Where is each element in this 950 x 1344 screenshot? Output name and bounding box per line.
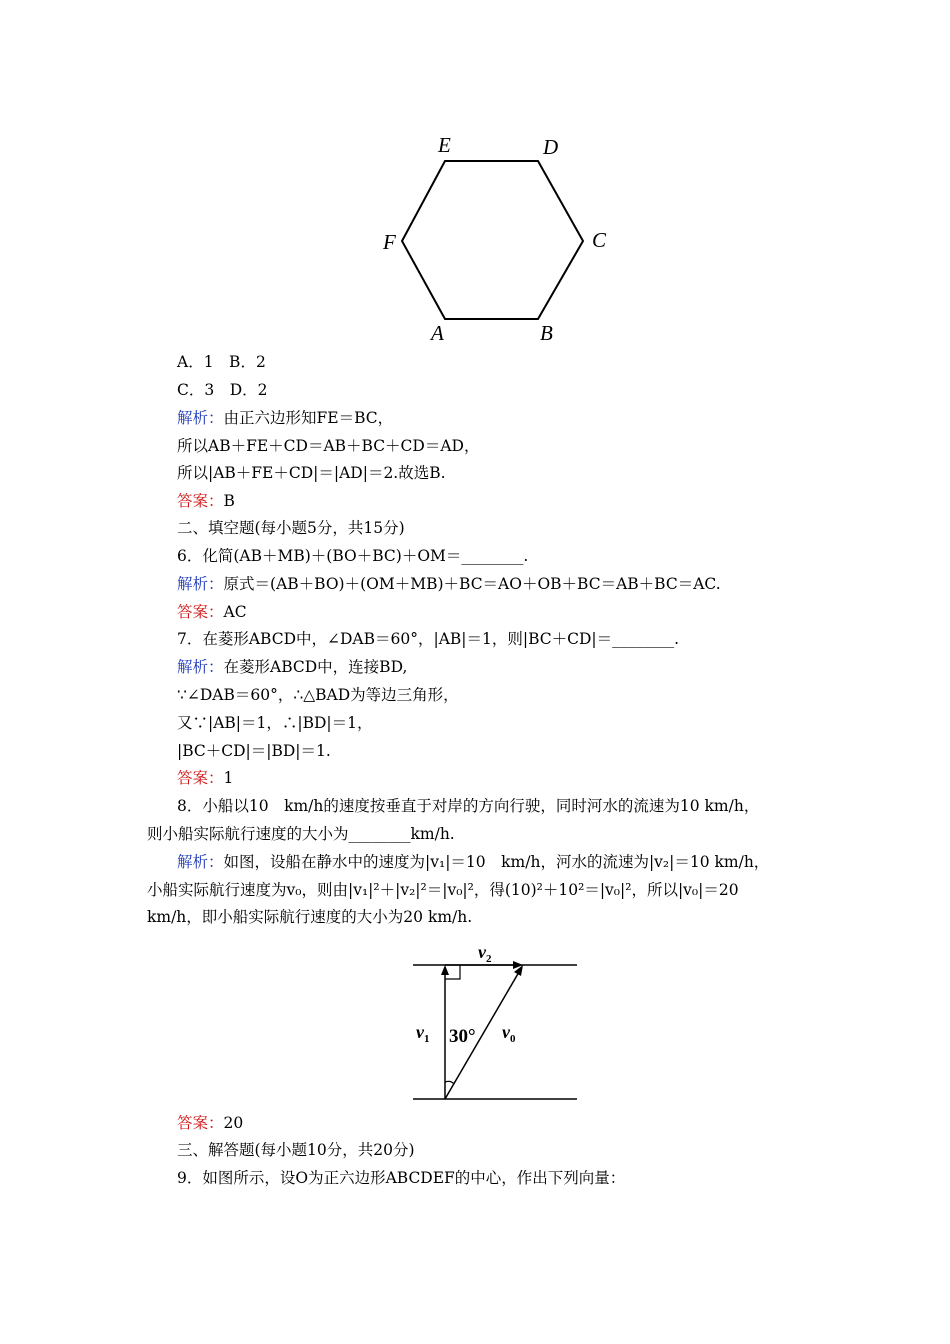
answer-label: 答案：: [177, 603, 224, 621]
angle-arc: [445, 1081, 454, 1084]
q5-options-2: C．3 D．2: [177, 381, 268, 399]
q7-analysis-text-1: 在菱形ABCD中，连接BD,: [223, 658, 408, 676]
q9-question: 9．如图所示，设O为正六边形ABCDEF的中心，作出下列向量：: [177, 1169, 626, 1187]
q6-question: 6．化简(AB＋MB)＋(BO＋BC)＋OM＝________.: [177, 547, 529, 565]
q7-analysis-line-4: |BC＋CD|＝|BD|＝1.: [177, 742, 331, 760]
vertex-label-d: D: [543, 135, 559, 159]
velocity-figure: [405, 940, 585, 1105]
analysis-label: 解析：: [177, 575, 224, 593]
q5-options-1: A．1 B．2: [177, 353, 266, 371]
answer-label: 答案：: [177, 769, 224, 787]
q5-answer: [177, 491, 235, 511]
analysis-label: 解析：: [177, 853, 224, 871]
q6-analysis: [177, 574, 721, 594]
v1-label: $v_1$: [416, 1022, 430, 1045]
q8-analysis-line-3: km/h，即小船实际航行速度的大小为20 km/h.: [147, 908, 473, 926]
vertex-label-a: A: [431, 321, 444, 345]
q8-analysis-text-1: 如图，设船在静水中的速度为|v₁|＝10 km/h，河水的流速为|v₂|＝10 km/h，: [223, 853, 770, 871]
q8-answer-value: 20: [223, 1114, 244, 1132]
q8-analysis-line-2: 小船实际航行速度为v₀，则由|v₁|²＋|v₂|²＝|v₀|²，得(10)²＋10²＝|v₀|²，所以|v₀|＝20: [147, 881, 739, 899]
vertex-label-e: E: [438, 133, 451, 157]
q7-analysis-line-1: [177, 657, 407, 677]
v2-label: $v_2$: [478, 942, 492, 965]
q5-answer-value: B: [223, 492, 235, 510]
q8-analysis-line-1: [177, 852, 769, 872]
q5-analysis-text-1: 由正六边形知FE＝BC，: [223, 409, 394, 427]
vertex-label-b: B: [540, 321, 553, 345]
q5-analysis-line-3: 所以|AB＋FE＋CD|＝|AD|＝2.故选B.: [177, 464, 446, 482]
vector-v1-arrowhead: [441, 965, 449, 975]
q5-analysis-line-1: [177, 408, 393, 428]
v0-label: $v_0$: [502, 1022, 516, 1045]
section-2-title: 二、填空题(每小题5分，共15分): [177, 519, 405, 537]
q7-analysis-line-2: ∵∠DAB＝60°，∴△BAD为等边三角形，: [177, 686, 459, 704]
q6-analysis-text: 原式＝(AB＋BO)＋(OM＋MB)＋BC＝AO＋OB＋BC＝AB＋BC＝AC.: [223, 575, 721, 593]
angle-label: 30°: [449, 1026, 476, 1047]
answer-label: 答案：: [177, 1114, 224, 1132]
hexagon-figure: [370, 125, 640, 350]
analysis-label: 解析：: [177, 658, 224, 676]
q7-answer: [177, 768, 233, 788]
q6-answer: [177, 602, 247, 622]
hexagon-shape: [402, 161, 583, 319]
q7-question: 7．在菱形ABCD中，∠DAB＝60°，|AB|＝1，则|BC＋CD|＝________.: [177, 630, 680, 648]
answer-label: 答案：: [177, 492, 224, 510]
section-3-title: 三、解答题(每小题10分，共20分): [177, 1141, 415, 1159]
q7-analysis-line-3: 又∵|AB|＝1，∴|BD|＝1，: [177, 714, 373, 732]
q8-answer: [177, 1113, 243, 1133]
analysis-label: 解析：: [177, 409, 224, 427]
q8-question-line-1: 8．小船以10 km/h的速度按垂直于对岸的方向行驶，同时河水的流速为10 km/h，: [177, 797, 760, 815]
q6-answer-value: AC: [223, 603, 247, 621]
vertex-label-f: F: [383, 230, 396, 254]
vertex-label-c: C: [592, 228, 607, 252]
q5-analysis-line-2: 所以AB＋FE＋CD＝AB＋BC＋CD＝AD，: [177, 437, 480, 455]
q7-answer-value: 1: [223, 769, 234, 787]
q8-question-line-2: 则小船实际航行速度的大小为________km/h.: [147, 825, 455, 843]
